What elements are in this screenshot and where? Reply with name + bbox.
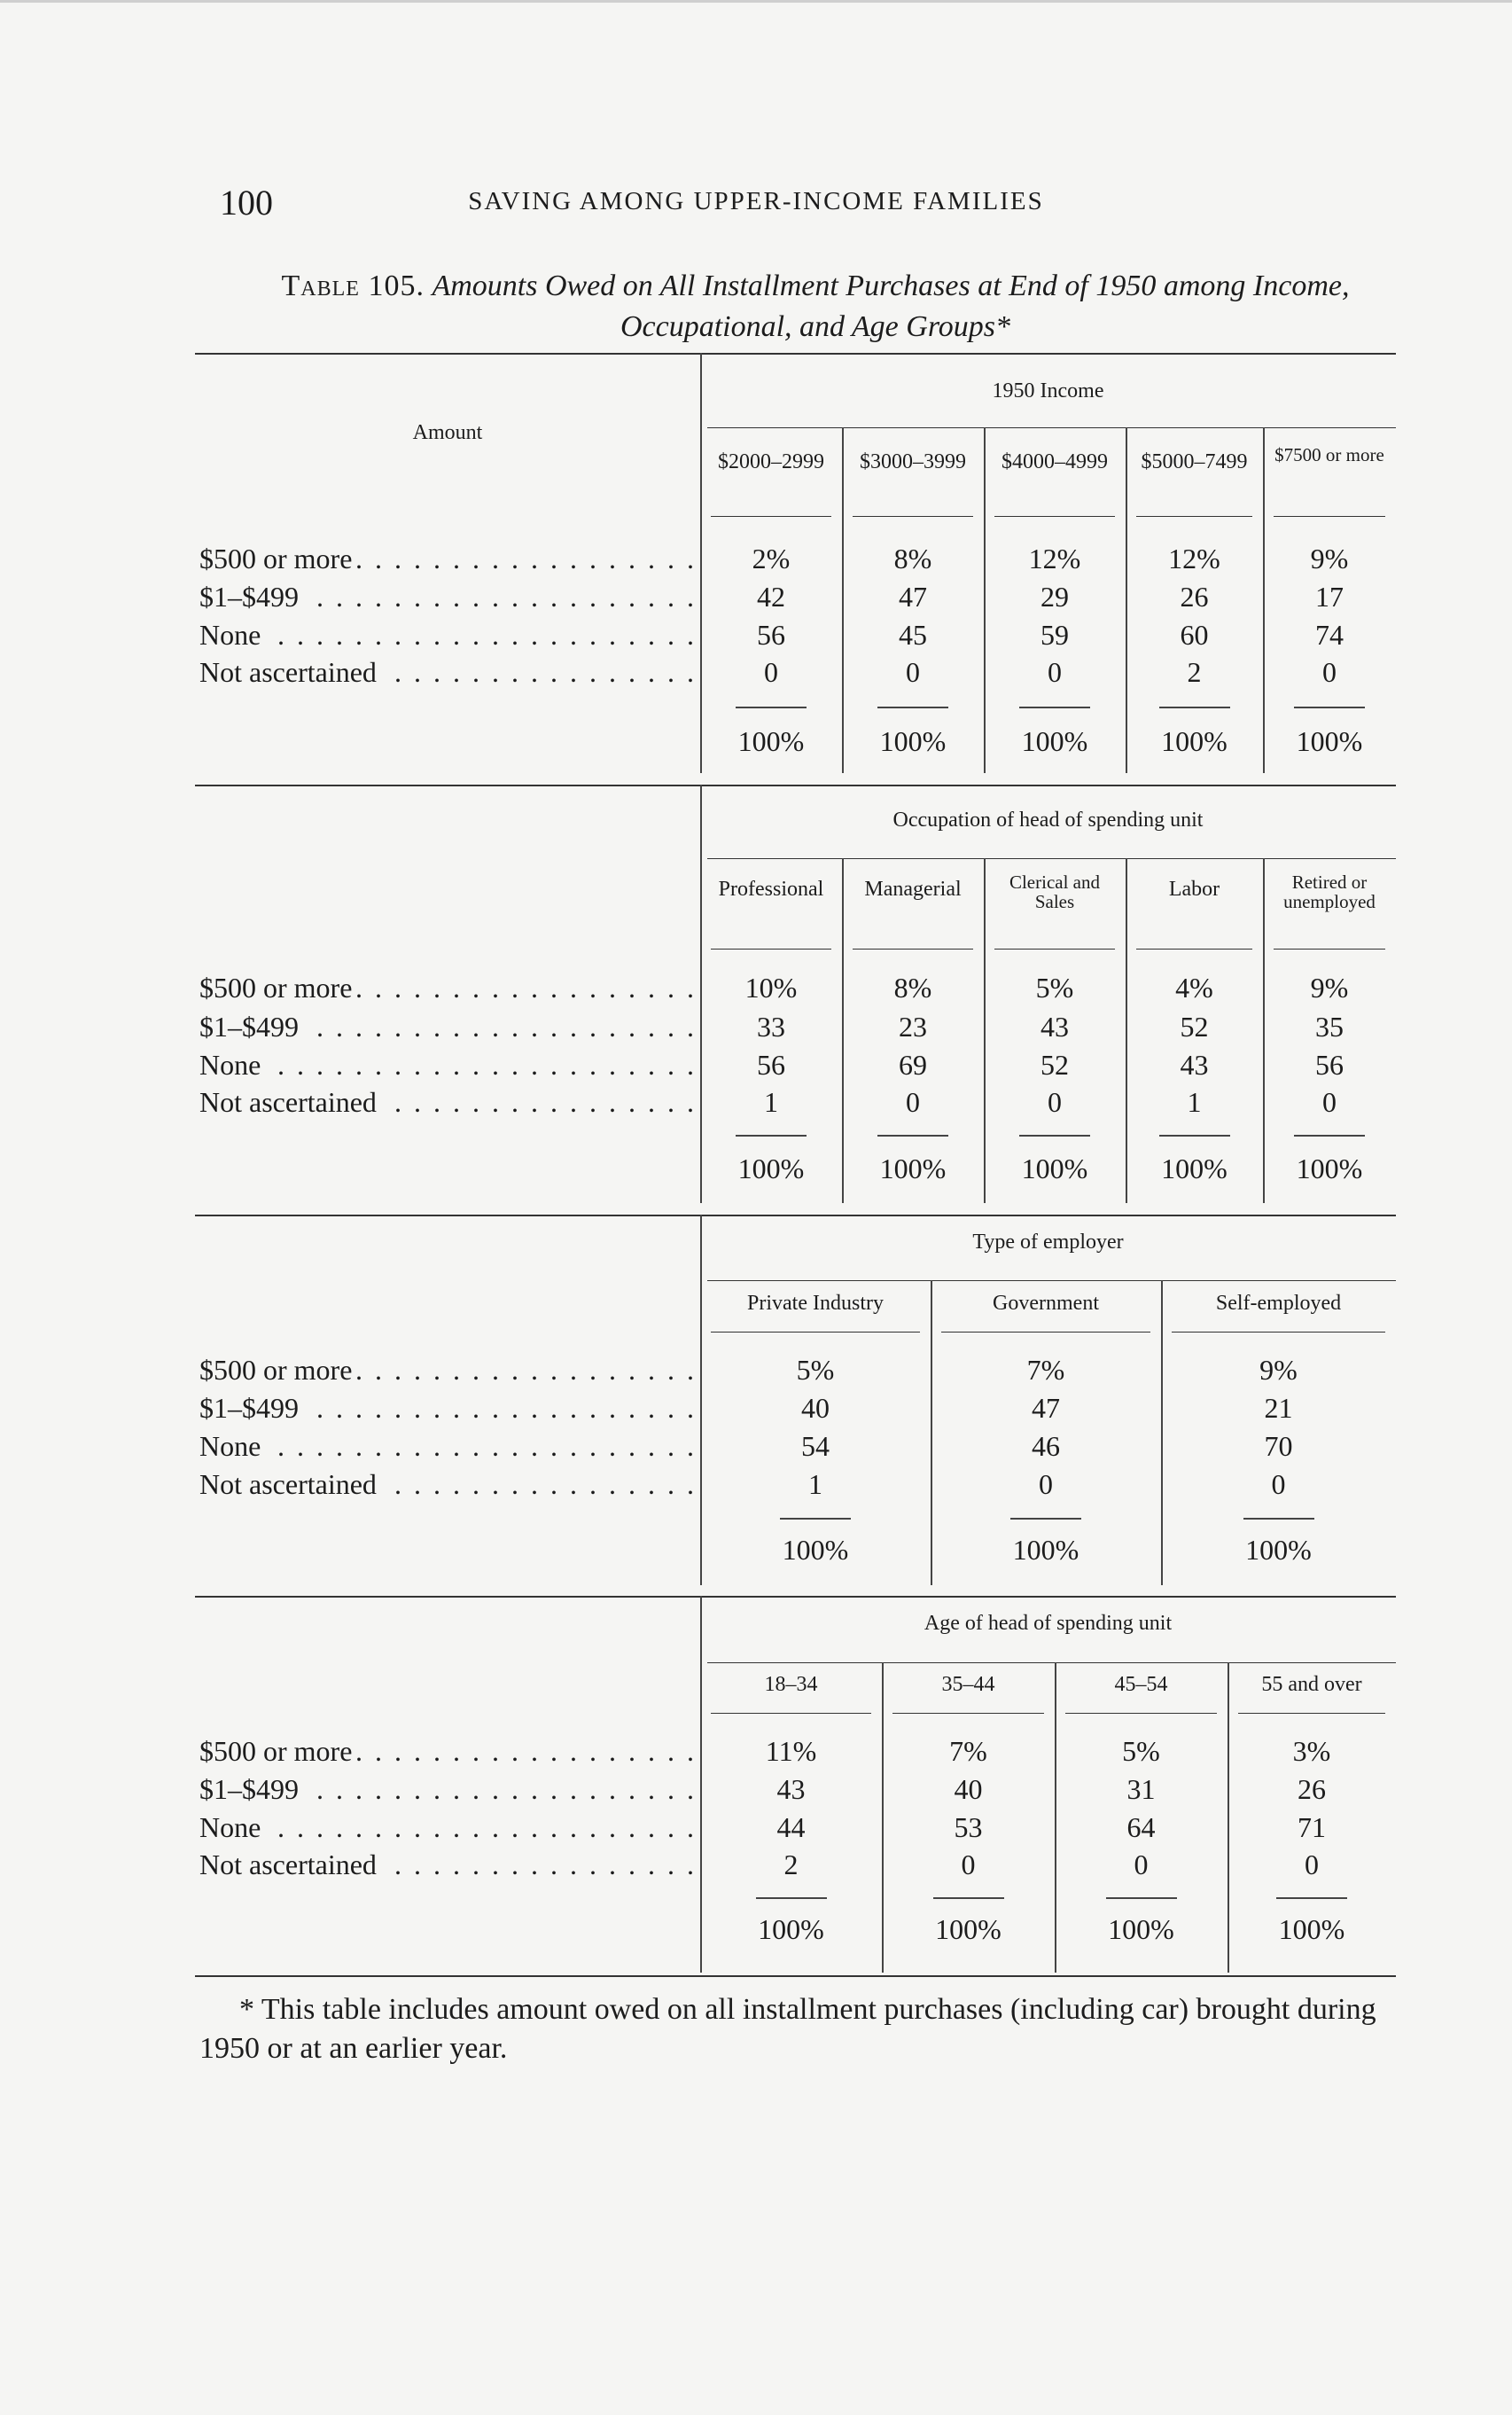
section-heading: Occupation of head of spending unit	[892, 809, 1204, 832]
section-heading: Type of employer	[972, 1231, 1124, 1254]
column-rule	[984, 858, 986, 1203]
sum-rule	[1010, 1518, 1081, 1520]
column-header-rule	[711, 1713, 871, 1714]
sum-rule	[1294, 707, 1365, 708]
table-cell: 69	[899, 1049, 927, 1081]
row-label-text: $500 or more	[199, 1735, 355, 1767]
total-cell: 100%	[1108, 1913, 1174, 1945]
table-cell: 3%	[1292, 1735, 1331, 1767]
row-label-text: $1–$499	[199, 581, 302, 613]
column-header-rule	[1136, 949, 1252, 950]
row-label	[199, 1468, 696, 1501]
sum-rule	[1019, 1135, 1090, 1137]
column-rule	[1263, 427, 1265, 773]
table-cell: 47	[899, 581, 927, 613]
section-rule	[700, 1215, 1396, 1216]
table-cell: 17	[1315, 581, 1344, 613]
table-cell: 21	[1264, 1392, 1293, 1424]
data-column-rule	[700, 1215, 702, 1585]
table-cell: 7%	[1026, 1354, 1065, 1386]
row-label	[199, 1392, 696, 1425]
table-title: Amounts Owed on All Installment Purchases at End of 1950 among Income, Occupational, and Age Groups*	[432, 270, 1350, 343]
heading-rule	[707, 1662, 1396, 1663]
column-header: $7500 or more	[1274, 444, 1384, 465]
column-header-rule	[1238, 1713, 1385, 1714]
column-rule	[842, 858, 844, 1203]
row-label-text: $1–$499	[199, 1392, 302, 1424]
column-header: Retired or unemployed	[1283, 871, 1376, 912]
row-label-text: $1–$499	[199, 1773, 302, 1805]
scan-edge	[0, 0, 1512, 3]
table-cell: 0	[1322, 1086, 1337, 1118]
row-label	[199, 972, 696, 1004]
column-header: Clerical and Sales	[1009, 871, 1101, 912]
table-cell: 71	[1298, 1811, 1326, 1843]
table-cell: 64	[1126, 1811, 1156, 1843]
column-header-rule	[711, 516, 831, 517]
column-header: Self-employed	[1215, 1292, 1342, 1315]
row-label-text: None	[199, 1811, 264, 1843]
row-label	[199, 1848, 696, 1881]
total-cell: 100%	[1161, 1153, 1228, 1184]
row-label-text: None	[199, 1430, 264, 1462]
table-cell: 0	[1048, 1086, 1062, 1118]
table-cell: 8%	[893, 972, 932, 1004]
column-header-rule	[853, 949, 973, 950]
footnote: * This table includes amount owed on all installment purchases (including car) brought during 1950 or at an earlier year.	[199, 1993, 1376, 2065]
column-header: 55 and over	[1261, 1673, 1362, 1696]
column-rule	[1055, 1662, 1056, 1973]
table-cell: 43	[776, 1773, 806, 1805]
table-cell: 9%	[1310, 543, 1349, 574]
row-label	[199, 1354, 696, 1387]
total-cell: 100%	[1012, 1534, 1079, 1566]
row-label	[199, 543, 696, 575]
table-cell: 60	[1180, 619, 1209, 651]
table-cell: 52	[1040, 1049, 1069, 1081]
sum-rule	[756, 1897, 827, 1899]
table-cell: 9%	[1259, 1354, 1298, 1386]
table-cell: 52	[1180, 1011, 1209, 1043]
table-cell: 0	[764, 656, 778, 688]
sum-rule	[736, 1135, 807, 1137]
row-label	[199, 581, 696, 614]
row-label-text: None	[199, 1049, 264, 1081]
total-cell: 100%	[737, 725, 805, 757]
table-cell: 1	[1187, 1086, 1202, 1118]
table-cell: 2	[783, 1848, 799, 1880]
column-header: Labor	[1168, 878, 1220, 901]
section-rule	[700, 1596, 1396, 1598]
row-label	[199, 1735, 696, 1768]
sum-rule	[736, 707, 807, 708]
section-rule	[700, 785, 1396, 786]
sum-rule	[1106, 1897, 1177, 1899]
sum-rule	[933, 1897, 1004, 1899]
section-rule	[195, 785, 700, 786]
row-label-text: $500 or more	[199, 1354, 355, 1386]
table-cell: 56	[757, 619, 785, 651]
row-label-text: None	[199, 619, 264, 651]
column-header: Government	[993, 1292, 1099, 1315]
row-label	[199, 1086, 696, 1119]
table-cell: 0	[961, 1848, 976, 1880]
column-header: 35–44	[941, 1673, 995, 1696]
column-header: $4000–4999	[1002, 450, 1108, 473]
table-cell: 43	[1040, 1011, 1069, 1043]
column-rule	[984, 427, 986, 773]
table-cell: 56	[757, 1049, 785, 1081]
table-cell: 43	[1180, 1049, 1209, 1081]
table-cell: 0	[1134, 1848, 1149, 1880]
total-cell: 100%	[1296, 725, 1363, 757]
table-cell: 11%	[765, 1735, 817, 1767]
sum-rule	[877, 707, 948, 708]
table-cell: 12%	[1028, 543, 1081, 574]
sum-rule	[780, 1518, 851, 1520]
column-rule	[931, 1280, 932, 1585]
table-cell: 46	[1032, 1430, 1060, 1462]
column-header-rule	[994, 516, 1115, 517]
table-cell: 0	[1039, 1468, 1053, 1500]
sum-rule	[1019, 707, 1090, 708]
table-cell: 0	[906, 656, 920, 688]
table-cell: 4%	[1175, 972, 1213, 1004]
table-cell: 59	[1040, 619, 1069, 651]
row-label	[199, 619, 696, 652]
column-header-rule	[711, 1332, 920, 1333]
total-cell: 100%	[1021, 725, 1088, 757]
column-header: 45–54	[1114, 1673, 1168, 1696]
row-label	[199, 656, 696, 689]
table-cell: 2%	[752, 543, 791, 574]
table-caption	[266, 266, 1365, 348]
table-label: Table 105.	[281, 270, 425, 302]
table-cell: 47	[1032, 1392, 1060, 1424]
table-cell: 12%	[1168, 543, 1220, 574]
total-cell: 100%	[758, 1913, 824, 1945]
column-rule	[1228, 1662, 1229, 1973]
section-rule	[195, 1596, 700, 1598]
table-cell: 5%	[1122, 1735, 1160, 1767]
column-header-rule	[994, 949, 1115, 950]
table-cell: 35	[1315, 1011, 1344, 1043]
table-cell: 26	[1298, 1773, 1326, 1805]
total-cell: 100%	[1245, 1534, 1312, 1566]
table-cell: 40	[801, 1392, 830, 1424]
table-cell: 10%	[744, 972, 798, 1004]
sum-rule	[1159, 1135, 1230, 1137]
section-rule	[195, 1215, 700, 1216]
column-header: $5000–7499	[1141, 450, 1248, 473]
table-cell: 45	[899, 619, 927, 651]
table-cell: 54	[801, 1430, 830, 1462]
table-cell: 40	[954, 1773, 983, 1805]
total-cell: 100%	[1161, 725, 1228, 757]
table-cell: 0	[1305, 1848, 1319, 1880]
row-label-text: Not ascertained	[199, 1848, 380, 1880]
column-header-rule	[941, 1332, 1150, 1333]
table-cell: 44	[776, 1811, 806, 1843]
column-header: 18–34	[764, 1673, 818, 1696]
table-cell: 56	[1315, 1049, 1344, 1081]
stub-header: Amount	[412, 421, 483, 444]
sum-rule	[1294, 1135, 1365, 1137]
column-rule	[1126, 858, 1127, 1203]
total-cell: 100%	[737, 1153, 805, 1184]
column-header-rule	[711, 949, 831, 950]
row-label-text: Not ascertained	[199, 1468, 380, 1500]
page-number: 100	[220, 183, 273, 223]
table-cell: 1	[808, 1468, 822, 1500]
table-cell: 33	[757, 1011, 785, 1043]
table-cell: 31	[1126, 1773, 1156, 1805]
table-cell: 74	[1315, 619, 1344, 651]
row-label-text: $1–$499	[199, 1011, 302, 1043]
column-header-rule	[1274, 949, 1385, 950]
total-cell: 100%	[1021, 1153, 1088, 1184]
heading-rule	[707, 427, 1396, 428]
table-cell: 53	[954, 1811, 983, 1843]
column-rule	[882, 1662, 884, 1973]
column-header-rule	[892, 1713, 1044, 1714]
table-cell: 7%	[949, 1735, 987, 1767]
column-header: $3000–3999	[860, 450, 966, 473]
table-cell: 42	[757, 581, 785, 613]
table-cell: 0	[1322, 656, 1337, 688]
table-cell: 2	[1187, 656, 1202, 688]
row-label	[199, 1430, 696, 1463]
row-label	[199, 1011, 696, 1043]
column-header-rule	[1065, 1713, 1217, 1714]
table-cell: 29	[1040, 581, 1069, 613]
total-cell: 100%	[1278, 1913, 1345, 1945]
row-label-text: Not ascertained	[199, 656, 380, 688]
data-column-rule	[700, 785, 702, 1203]
data-column-rule	[700, 1596, 702, 1973]
running-header	[0, 182, 1512, 226]
row-label	[199, 1811, 696, 1844]
table-cell: 0	[906, 1086, 920, 1118]
section-heading: Age of head of spending unit	[924, 1612, 1173, 1635]
column-header: $2000–2999	[718, 450, 824, 473]
sum-rule	[1276, 1897, 1347, 1899]
row-label	[199, 1773, 696, 1806]
row-label-text: $500 or more	[199, 543, 355, 574]
table-cell: 0	[1048, 656, 1062, 688]
table-cell: 9%	[1310, 972, 1349, 1004]
column-rule	[1161, 1280, 1163, 1585]
column-header-rule	[1172, 1332, 1385, 1333]
table-cell: 8%	[893, 543, 932, 574]
table-cell: 1	[764, 1086, 778, 1118]
column-rule	[1263, 858, 1265, 1203]
column-rule	[1126, 427, 1127, 773]
table-bottom-rule	[195, 1975, 1396, 1977]
table-cell: 26	[1180, 581, 1209, 613]
column-rule	[842, 427, 844, 773]
section-heading: 1950 Income	[992, 379, 1104, 402]
sum-rule	[1243, 1518, 1314, 1520]
row-label	[199, 1049, 696, 1082]
row-label-text: Not ascertained	[199, 1086, 380, 1118]
total-cell: 100%	[935, 1913, 1002, 1945]
table-cell: 70	[1264, 1430, 1293, 1462]
column-header: Professional	[718, 878, 824, 901]
column-header: Private Industry	[747, 1292, 884, 1315]
total-cell: 100%	[1296, 1153, 1363, 1184]
table-cell: 0	[1271, 1468, 1286, 1500]
table-cell: 5%	[796, 1354, 835, 1386]
data-column-rule	[700, 353, 702, 773]
heading-rule	[707, 1280, 1396, 1281]
running-title: SAVING AMONG UPPER-INCOME FAMILIES	[468, 187, 1044, 215]
total-cell: 100%	[879, 725, 947, 757]
column-header: Managerial	[864, 878, 962, 901]
sum-rule	[877, 1135, 948, 1137]
sum-rule	[1159, 707, 1230, 708]
heading-rule	[707, 858, 1396, 859]
column-header-rule	[1136, 516, 1252, 517]
total-cell: 100%	[782, 1534, 849, 1566]
column-header-rule	[1274, 516, 1385, 517]
table-cell: 5%	[1035, 972, 1074, 1004]
table-top-rule	[195, 353, 1396, 355]
column-header-rule	[853, 516, 973, 517]
row-label-text: $500 or more	[199, 972, 355, 1004]
total-cell: 100%	[879, 1153, 947, 1184]
table-cell: 23	[899, 1011, 927, 1043]
